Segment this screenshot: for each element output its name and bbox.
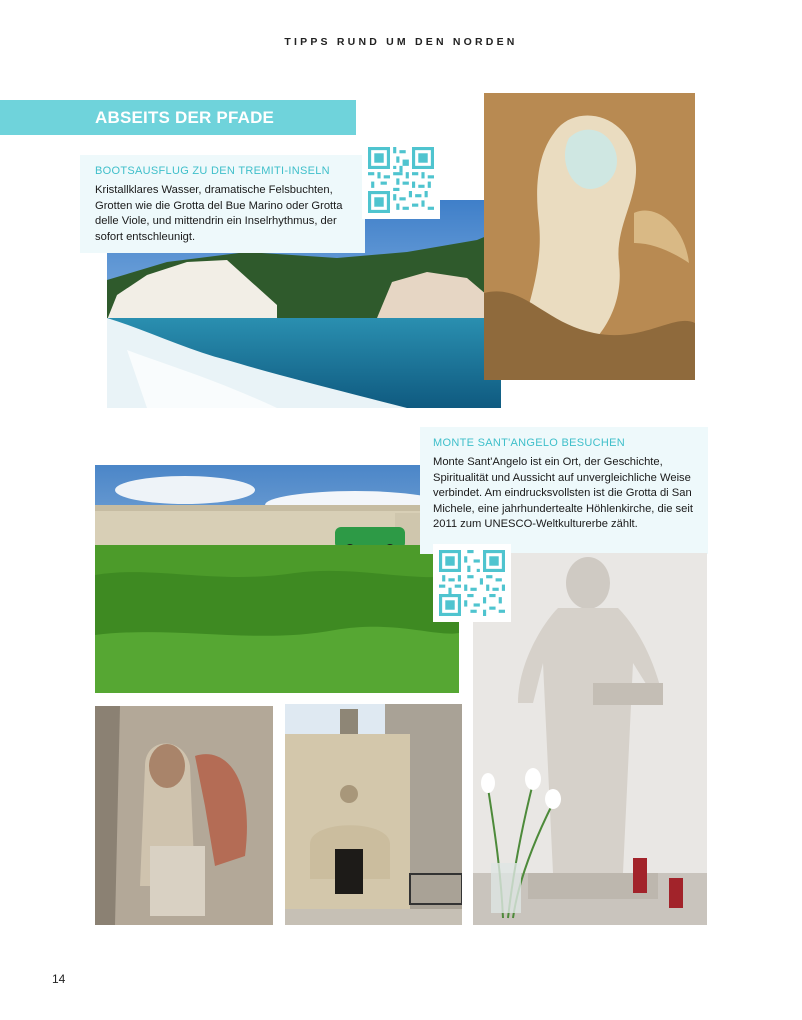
section-banner	[0, 100, 356, 135]
page-number: 14	[52, 972, 66, 986]
callout-body: Kristallklares Wasser, dramatische Felsbuchten, Grotten wie die Grotta del Bue Marino oder Grotta delle Viole, und mittendrin ein Inselrhythmus, der sofort entschleunigt.	[95, 184, 343, 243]
callout-tremiti	[80, 155, 365, 253]
photo-fresco-angel	[95, 706, 273, 925]
section-title: ABSEITS DER PFADE	[95, 108, 275, 127]
qr-code-icon[interactable]	[433, 544, 511, 622]
callout-heading: MONTE SANT'ANGELO BESUCHEN	[433, 437, 626, 449]
qr-code-graphic-tremiti	[368, 147, 434, 213]
callout-heading: BOOTSAUSFLUG ZU DEN TREMITI-INSELN	[95, 165, 330, 177]
photo-chapel-facade	[285, 704, 462, 925]
callout-body: Monte Sant'Angelo ist ein Ort, der Geschichte, Spiritualität und Aussicht auf unvergleichliche Weise verbindet. Am eindrucksvollsten ist die Grotta di San Michele, eine jahrhundertealte Höhlenkirche, die seit 2011 zum UNESCO-Weltkulturerbe zählt.	[433, 456, 693, 530]
callout-monte-santangelo	[420, 427, 708, 554]
photo-sea-grotto	[484, 93, 695, 380]
qr-code-icon[interactable]	[362, 141, 440, 219]
photo-meadow-green-car	[95, 465, 459, 693]
qr-code-graphic-monte-santangelo	[439, 550, 505, 616]
running-header: TIPPS RUND UM DEN NORDEN	[284, 36, 518, 48]
